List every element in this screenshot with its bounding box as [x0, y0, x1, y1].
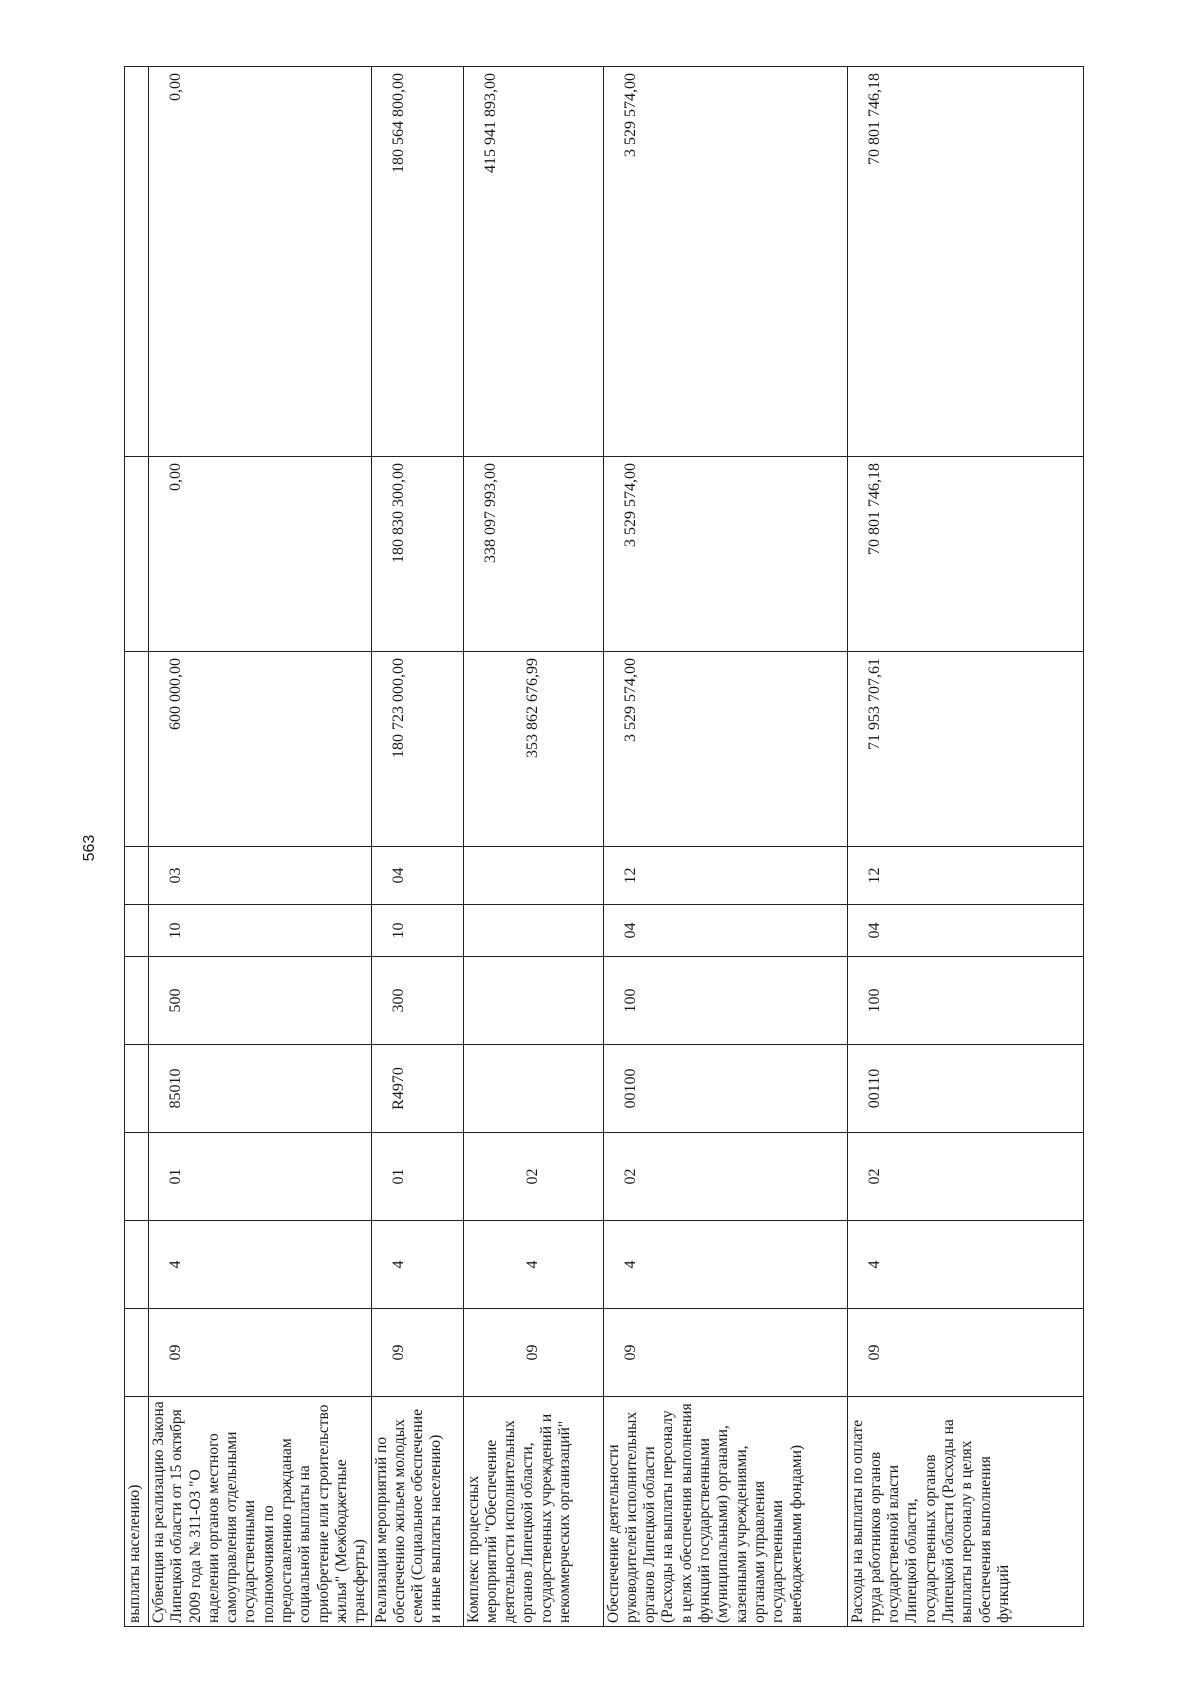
cell-code-4: 00100	[603, 1045, 847, 1133]
row-description: Обеспечение деятельности руководителей исполнительных органов Липецкой области (Расходы на выплаты персоналу в целях обеспечения выполнения функций государственными (муниципальными) органами, казенными учреждениями, органами управления государственными внебюджетными фондами)	[603, 1397, 847, 1627]
cell-amount-3: 0,00	[149, 67, 372, 457]
cell-code-4: R4970	[371, 1045, 463, 1133]
cell-code-7: 12	[847, 847, 1083, 905]
cell-code-6: 04	[603, 905, 847, 957]
cell-amount-3: 3 529 574,00	[603, 67, 847, 457]
cell-amount-1: 3 529 574,00	[603, 652, 847, 847]
cell-code-3	[125, 1133, 149, 1221]
cell-code-2: 4	[149, 1221, 372, 1309]
cell-code-3: 02	[603, 1133, 847, 1221]
cell-amount-3: 180 564 800,00	[371, 67, 463, 457]
table-row	[463, 67, 603, 1627]
table-row	[125, 67, 149, 1627]
cell-code-5: 100	[603, 957, 847, 1045]
cell-code-3: 01	[371, 1133, 463, 1221]
cell-code-5: 500	[149, 957, 372, 1045]
cell-code-6: 04	[847, 905, 1083, 957]
cell-amount-2: 70 801 746,18	[847, 457, 1083, 652]
cell-code-6: 10	[149, 905, 372, 957]
cell-amount-1: 71 953 707,61	[847, 652, 1083, 847]
row-description: Расходы на выплаты по оплате труда работников органов государственной власти Липецкой области, государственных органов Липецкой области (Расходы на выплаты персоналу в целях обеспечения выполнения функций	[847, 1397, 1083, 1627]
cell-amount-2	[125, 457, 149, 652]
cell-amount-3	[125, 67, 149, 457]
cell-code-3: 02	[847, 1133, 1083, 1221]
cell-amount-1: 600 000,00	[149, 652, 372, 847]
cell-code-5	[463, 957, 603, 1045]
cell-code-1: 09	[149, 1309, 372, 1397]
cell-code-5: 300	[371, 957, 463, 1045]
cell-code-4	[125, 1045, 149, 1133]
row-description: Комплекс процессных мероприятий "Обеспечение деятельности исполнительных органов Липецкой области, государственных учреждений и некоммерческих организаций"	[463, 1397, 603, 1627]
table-row	[371, 67, 463, 1627]
cell-code-5: 100	[847, 957, 1083, 1045]
cell-code-6	[463, 905, 603, 957]
cell-code-5	[125, 957, 149, 1045]
cell-code-7: 03	[149, 847, 372, 905]
cell-amount-2: 338 097 993,00	[463, 457, 603, 652]
table-row	[603, 67, 847, 1627]
cell-code-2: 4	[463, 1221, 603, 1309]
cell-code-3: 02	[463, 1133, 603, 1221]
cell-code-2	[125, 1221, 149, 1309]
cell-code-1: 09	[847, 1309, 1083, 1397]
cell-amount-1: 353 862 676,99	[463, 652, 603, 847]
budget-table	[124, 66, 1084, 1627]
cell-code-1: 09	[603, 1309, 847, 1397]
row-description: Реализация мероприятий по обеспечению жильем молодых семей (Социальное обеспечение и иные выплаты населению)	[371, 1397, 463, 1627]
cell-code-2: 4	[371, 1221, 463, 1309]
cell-code-6: 10	[371, 905, 463, 957]
page-number: 563	[81, 834, 98, 862]
table-row	[149, 67, 372, 1627]
cell-code-1: 09	[371, 1309, 463, 1397]
cell-code-7: 04	[371, 847, 463, 905]
cell-amount-2: 3 529 574,00	[603, 457, 847, 652]
cell-code-4: 85010	[149, 1045, 372, 1133]
cell-code-1: 09	[463, 1309, 603, 1397]
cell-code-6	[125, 905, 149, 957]
row-description: выплаты населению)	[125, 1397, 149, 1627]
cell-code-1	[125, 1309, 149, 1397]
cell-amount-2: 180 830 300,00	[371, 457, 463, 652]
cell-code-2: 4	[847, 1221, 1083, 1309]
cell-amount-1	[125, 652, 149, 847]
cell-code-4	[463, 1045, 603, 1133]
cell-code-7	[463, 847, 603, 905]
cell-code-3: 01	[149, 1133, 372, 1221]
cell-amount-2: 0,00	[149, 457, 372, 652]
cell-code-4: 00110	[847, 1045, 1083, 1133]
budget-table-container	[124, 67, 1064, 1627]
cell-code-7	[125, 847, 149, 905]
cell-amount-1: 180 723 000,00	[371, 652, 463, 847]
table-row	[847, 67, 1083, 1627]
cell-code-2: 4	[603, 1221, 847, 1309]
cell-amount-3: 70 801 746,18	[847, 67, 1083, 457]
row-description: Субвенция на реализацию Закона Липецкой области от 15 октября 2009 года № 311-ОЗ "О наделении органов местного самоуправления отдельными государственными полномочиями по предоставлению гражданам социальной выплаты на приобретение или строительство жилья" (Межбюджетные трансферты)	[149, 1397, 372, 1627]
cell-amount-3: 415 941 893,00	[463, 67, 603, 457]
cell-code-7: 12	[603, 847, 847, 905]
